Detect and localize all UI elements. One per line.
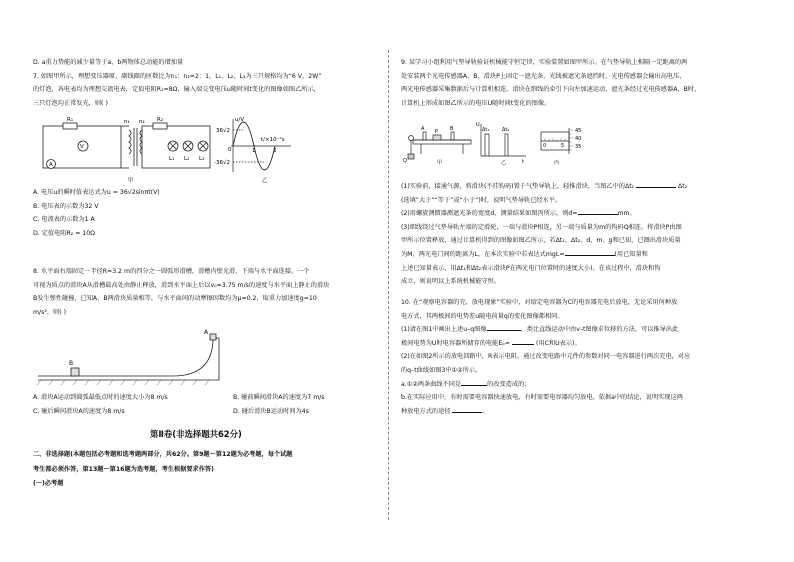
q9-sub1-blank[interactable] (636, 187, 676, 188)
q7-options (33, 186, 393, 240)
part2-line1: 二、非选择题(本题包括必考题和选考题两部分，共62分。第9题～第12题为必考题，每个试题 (33, 451, 293, 458)
q7-option-c: C. 电流表的示数为1 A (33, 216, 95, 224)
q9-subquestions (401, 180, 763, 289)
q10 (401, 296, 763, 418)
peak-positive: 36√2 (216, 128, 231, 134)
q6-option-d: D. a重力势能的减少量等于a、b两物体总动能的增加量 (33, 59, 184, 66)
t2-label: 2 (273, 148, 277, 154)
t1-label: 1 (252, 148, 256, 154)
q9-sub1-text: (1)实验前，接通气源，将滑块(不挂钩码)置于气垫导轨上，轻推滑块，当图乙中的Δt₁ (401, 183, 635, 190)
q7-option-d: D. 定值电阻R₂ = 10Ω (33, 229, 95, 237)
q10-sub2-line1: (2)在如图2所示的放电回路中，R表示电阻。通过改变电路中元件的参数对同一电容器进行两次充电，对应 (401, 353, 691, 361)
q9-stem-line4: 计算机上形成如图乙所示的电压U随时间t变化的图像。 (401, 99, 551, 107)
l3-label: L₃ (199, 156, 205, 162)
q8-options-row2 (33, 405, 393, 419)
q9-sub3-line3 (401, 248, 763, 262)
block-b-label: B (69, 360, 74, 367)
q10-sub2b-line1: b.在实际应用中，有时需要电容器快速放电，有时需要电容器均匀放电。依据a中的结论，说明实现这两 (401, 394, 683, 402)
part2-line3: (一)必考题 (33, 480, 64, 487)
q10-energy-text: 极间电势为U时电容器所储存的电能Eₚ= (401, 339, 511, 347)
fig-bing-9: 丙 (554, 160, 560, 166)
q10-sub2a-end: 的改变造成的； (487, 380, 531, 388)
q8-options-row1 (33, 391, 393, 405)
scale-35: 35 (575, 144, 582, 150)
q10-sub1-cont: 。类比直线运动中由v–t图像求位移的方法，可以推导出此 (520, 326, 679, 334)
q10-sub2b-text: 种放电方式的途径 (401, 407, 451, 415)
scale-0: 0 (543, 143, 547, 149)
scale-40: 40 (575, 136, 582, 142)
q9-stem-line2: 处安装两个光电传感器A、B，滑块P上固定一遮光条，光线被遮光条遮挡时，光电传感器会输出高电压， (401, 72, 686, 80)
q8-stem (33, 265, 393, 319)
q9-sub3-blank[interactable] (565, 255, 615, 256)
fig-jia-label: 甲 (128, 178, 134, 184)
q9-sub2-unit: mm。 (617, 210, 636, 218)
q10-sub1-line2 (401, 337, 763, 351)
weight-q-label: Q (403, 158, 407, 164)
voltmeter-label: V (80, 144, 84, 150)
r2-label: R₂ (157, 117, 164, 123)
n1-label: n₁ (124, 119, 130, 125)
q8-stem-line1: 8. 水平面右端固定一半径R=3.2 m的四分之一圆弧形滑槽，滑槽内壁光滑、下端与水平面连接。一个 (33, 268, 310, 275)
q8-option-a: A. 滑块A运动到圆弧最低点时的速度大小为8 m/s (33, 394, 168, 401)
q10-energy-note: (用C和U表示)。 (536, 339, 581, 347)
q7-stem-line2: 的灯泡，各电表均为理想交流电表，定值电阻R₁=8Ω，输入端交变电压u随时间t变化的图像如图乙所示， (33, 86, 320, 94)
q9-sub3-line4: 上述已知量表示，用Δt₁和Δt₂表示滑块P在两光电门位置时的速度大小)。在该过程中，滑块和钩 (401, 264, 661, 272)
q10-sub1-line1 (401, 323, 763, 337)
q9-sub1-dt2: Δt₂ (678, 183, 688, 190)
q8-option-c: C. 碰后瞬间滑块A的速度为8 m/s (33, 407, 125, 415)
l2-label: L₂ (184, 156, 190, 162)
q10-sub2b-line2 (401, 405, 763, 419)
sensor-b-label: B (450, 126, 454, 132)
q10-sub1-blank[interactable] (487, 330, 521, 331)
dt1-label: Δt₁ (482, 127, 490, 133)
fig-jia-9: 甲 (437, 160, 443, 166)
q9-sub3-end: (用已知量和 (614, 250, 648, 258)
q9-sub3-expr: 为M，两光电门间的距离为L，在本次实验中若表达式mgL= (401, 250, 565, 258)
sensor-a-label: A (421, 126, 425, 132)
block-a-label: A (204, 329, 209, 336)
column-divider (388, 50, 390, 520)
q8-figure (33, 328, 233, 388)
peak-negative: -36√2 (214, 160, 230, 166)
part2-title: 第Ⅱ卷(非选择题共62分) (150, 429, 242, 439)
q8-option-d: D. 碰后滑块B运动时间为4s (233, 407, 309, 415)
q9-stem-line1: 9. 某学习小组利用气垫导轨验证机械能守恒定律，实验装置如图甲所示。在气垫导轨上相隔一定距离的两 (401, 59, 688, 66)
q10-sub2b-end: 。 (482, 407, 489, 415)
q8-stem-line2: 可视为质点的滑块A从滑槽最高处由静止释放，滑到水平面上后以v₀=3.75 m/s的速度与水平面上静止的滑块 (33, 281, 330, 289)
part2-instructions (33, 448, 393, 492)
q9-sub1 (401, 180, 763, 194)
l1-label: L₁ (169, 156, 175, 162)
q10-stem-line2: 电方式，其两极间的电势差u随电荷量q的变化图像都相同。 (401, 312, 564, 320)
q10-sub2a-text: a.①②两条曲线不同是 (401, 380, 462, 388)
q9-sub3-line5: 成立，则说明以上系统机械能守恒。 (401, 278, 500, 286)
ammeter-label: A (49, 162, 53, 168)
left-column (33, 56, 393, 110)
q10-sub2b-blank[interactable] (452, 412, 482, 413)
fig-yi-label: 乙 (262, 178, 268, 184)
q7-stem-line3: 三只灯泡均正常发光，则( ) (33, 99, 108, 107)
q10-sub2a (401, 378, 763, 392)
q10-sub2a-blank[interactable] (461, 385, 487, 386)
q10-energy-blank[interactable] (512, 344, 534, 345)
q7-option-a: A. 电压u的瞬时值表达式为u = 36√2sinπt(V) (33, 189, 160, 196)
q8-stem-line3: B发生弹性碰撞，已知A、B两滑块质量相等，与水平面间的动摩擦因数均为μ=0.2，取重力加速度g=10 (33, 295, 317, 303)
q10-sub2-line2: 的q–t曲线如图3中①②所示。 (401, 366, 482, 374)
fig-yi-9: 乙 (501, 160, 507, 166)
r1-label: R₁ (67, 117, 74, 123)
scale-45: 45 (575, 128, 582, 134)
dt2-label: Δt₂ (502, 127, 510, 133)
q8-options (33, 391, 393, 418)
q9-sub2 (401, 207, 763, 221)
q9-sub3-line1: (3)细线绕过气垫导轨左端的定滑轮，一端与滑块P相连，另一端与质量为m的钩码Q相连。将滑块P由图 (401, 223, 682, 231)
t-axis-9: t (522, 159, 524, 165)
n2-label: n₂ (139, 119, 145, 125)
q7-figure (33, 116, 293, 186)
part2-line2: 考生都必须作答，第13题～第16题为选考题，考生根据要求作答) (33, 465, 214, 473)
u-axis-9: U (476, 122, 480, 128)
q9-stem-line3: 两光电传感器采集数据后与计算机相连。滑块在细线的牵引下向左加速运动，遮光条经过光电传感器A、B时， (401, 86, 701, 94)
slider-p-label: P (435, 129, 439, 135)
q9-figure (401, 118, 601, 166)
right-column-q9 (401, 56, 763, 110)
u-axis-label: u/V (235, 117, 245, 123)
q7-stem-line1: 7. 如图甲所示，理想变压器原、副线圈的匝数比为n₁：n₂=2：1，L₁、L₂、L₃为三只规格均为“6 V，2W” (33, 72, 322, 80)
q9-sub3-line2: 甲所示位置释放，通过计算机得到的图像如图乙所示，若Δt₁、Δt₂、d、m、g和已知，已测出滑块质量 (401, 237, 681, 245)
q9-sub2-text: (2)用螺旋测微器测遮光条的宽度d，测量结果如图丙所示，则d= (401, 210, 578, 218)
q7-option-b: B. 电压表的示数为32 V (33, 202, 99, 210)
q10-stem-line1: 10. 在“观察电容器的充、放电现象”实验中，对给定电容器为C的电容器充电后放电，无论采用何种放 (401, 299, 678, 306)
scale-5: 5 (561, 143, 565, 149)
origin-label: 0 (228, 147, 232, 153)
q8-stem-line4: m/s²，则( ) (33, 308, 66, 316)
q10-sub1-text: (1)请在图1中画出上述u–q图像 (401, 326, 487, 334)
q9-sub1b: (选填“大于”“等于”或“小于”)时，说明气垫导轨已经水平。 (401, 196, 562, 204)
q8-option-b: B. 碰前瞬间滑块A的速度为7 m/s (233, 394, 325, 401)
t-axis-label: t/×10⁻²s (261, 137, 285, 143)
q9-sub2-blank[interactable] (578, 214, 618, 215)
